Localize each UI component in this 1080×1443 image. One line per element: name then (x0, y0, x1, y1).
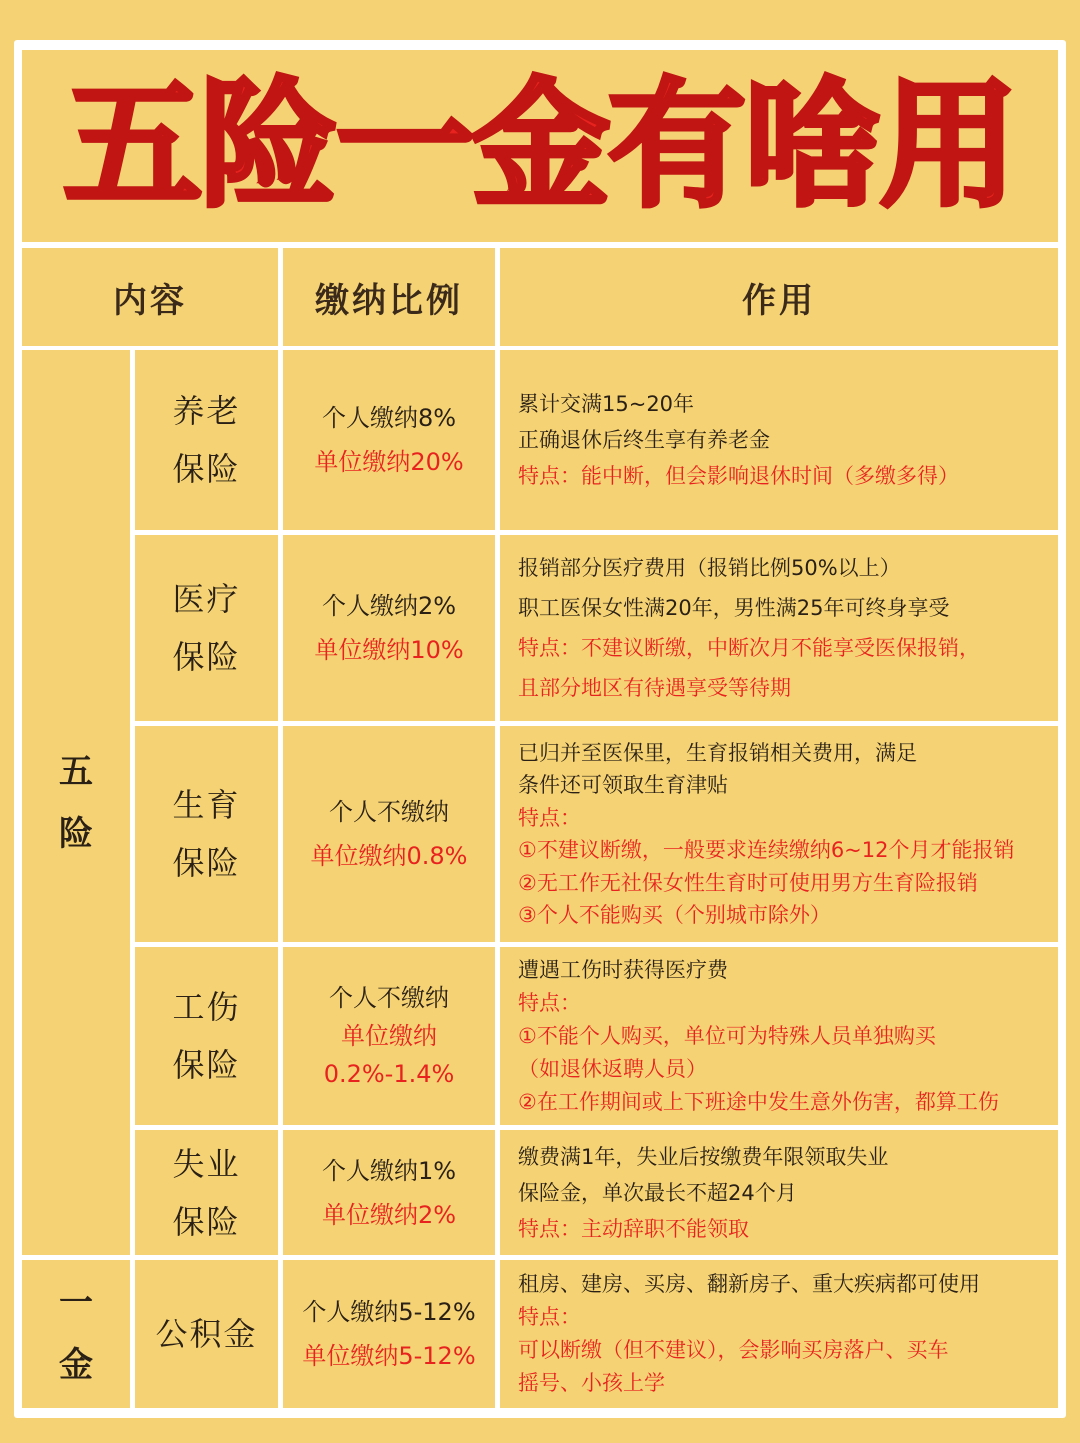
effect-line: 缴费满1年，失业后按缴费年限领取失业 (518, 1144, 889, 1169)
row-pension-ratio (283, 350, 495, 530)
effect-line-feature: ①不能个人购买，单位可为特殊人员单独购买 (518, 1023, 936, 1048)
row-injury-effect (500, 947, 1058, 1125)
effect-line: 保险金，单次最长不超24个月 (518, 1180, 797, 1205)
effect-line-feature: 特点： (518, 1305, 581, 1329)
effect-line-feature: 特点： (518, 805, 581, 830)
company-ratio: 单位缴纳 (341, 1022, 437, 1050)
header-effect (500, 248, 1058, 346)
personal-ratio: 个人不缴纳 (329, 798, 449, 826)
effect-line-feature: 特点：不建议断缴，中断次月不能享受医保报销， (518, 636, 980, 660)
effect-line-feature: ②在工作期间或上下班途中发生意外伤害，都算工伤 (518, 1089, 999, 1114)
effect-line: 正确退休后终生享有养老金 (518, 428, 770, 452)
effect-line-feature: 且部分地区有待遇享受等待期 (518, 676, 791, 700)
effect-line-feature: ①不建议断缴，一般要求连续缴纳6~12个月才能报销 (518, 838, 1015, 862)
effect-line-feature: ②无工作无社保女性生育时可使用男方生育险报销 (518, 870, 978, 895)
row-housing-fund-ratio (283, 1260, 495, 1408)
effect-line-feature: 可以断缴（但不建议），会影响买房落户、买车 (518, 1338, 949, 1362)
effect-line: 租房、建房、买房、翻新房子、重大疾病都可使用 (518, 1272, 980, 1296)
group-one-char-1: 一 (59, 1283, 93, 1323)
name-line: 保险 (172, 844, 241, 882)
page-title: 五险一金有啥用 (63, 65, 1016, 226)
personal-ratio: 个人不缴纳 (329, 984, 449, 1012)
effect-line-feature: ③个人不能购买（个别城市除外） (518, 903, 831, 927)
name-line: 生育 (172, 786, 241, 824)
header-content (22, 248, 278, 346)
effect-line-feature: 特点： (518, 990, 581, 1015)
effect-line: 已归并至医保里，生育报销相关费用，满足 (518, 740, 917, 765)
name-line: 养老 (172, 392, 241, 430)
title-banner (22, 50, 1058, 242)
company-ratio-range: 0.2%-1.4% (323, 1060, 455, 1088)
company-ratio: 单位缴纳2% (321, 1200, 457, 1229)
row-medical-effect (500, 535, 1058, 721)
personal-ratio: 个人缴纳1% (321, 1156, 457, 1185)
group-one-char-2: 金 (59, 1345, 93, 1385)
group-five-insurances (22, 350, 130, 1255)
group-five-char-1: 五 (59, 751, 93, 792)
company-ratio: 单位缴纳0.8% (310, 842, 468, 870)
header-ratio (283, 248, 495, 346)
name-line: 工伤 (172, 988, 241, 1026)
row-maternity-effect (500, 726, 1058, 942)
row-unemployment-effect (500, 1130, 1058, 1255)
company-ratio: 单位缴纳20% (314, 448, 464, 476)
personal-ratio: 个人缴纳8% (321, 404, 457, 432)
effect-line: 遭遇工伤时获得医疗费 (518, 957, 728, 982)
row-pension-name (135, 350, 278, 530)
header-content-label: 内容 (113, 280, 187, 321)
effect-line-feature: （如退休返聘人员） (518, 1056, 707, 1081)
row-injury-name (135, 947, 278, 1125)
effect-line: 报销部分医疗费用（报销比例50%以上） (518, 556, 901, 580)
name-line: 医疗 (172, 580, 241, 618)
row-medical-name (135, 535, 278, 721)
row-housing-fund-name (135, 1260, 278, 1408)
effect-line-feature: 摇号、小孩上学 (518, 1371, 665, 1395)
row-injury-ratio (283, 947, 495, 1125)
personal-ratio: 个人缴纳2% (321, 592, 457, 620)
row-housing-fund-effect (500, 1260, 1058, 1408)
name-line: 失业 (172, 1144, 241, 1183)
row-maternity-ratio (283, 726, 495, 942)
company-ratio: 单位缴纳5-12% (302, 1342, 476, 1370)
header-ratio-label: 缴纳比例 (315, 280, 463, 321)
header-effect-label: 作用 (742, 280, 816, 321)
row-maternity-name (135, 726, 278, 942)
effect-line-feature: 特点：能中断，但会影响退休时间（多缴多得） (518, 464, 959, 488)
effect-line: 累计交满15~20年 (518, 392, 695, 416)
row-pension-effect (500, 350, 1058, 530)
row-medical-ratio (283, 535, 495, 721)
personal-ratio: 个人缴纳5-12% (302, 1298, 476, 1326)
row-unemployment-ratio (283, 1130, 495, 1255)
company-ratio: 单位缴纳10% (314, 636, 464, 664)
name-line: 保险 (172, 638, 241, 676)
name-line: 保险 (172, 1202, 241, 1241)
effect-line: 职工医保女性满20年，男性满25年可终身享受 (518, 596, 950, 620)
effect-line-feature: 特点：主动辞职不能领取 (518, 1216, 749, 1241)
name-line: 保险 (172, 450, 241, 488)
name-line: 保险 (172, 1046, 241, 1084)
effect-line: 条件还可领取生育津贴 (518, 773, 728, 797)
name-line: 公积金 (155, 1315, 258, 1353)
group-one-fund (22, 1260, 130, 1408)
group-five-char-2: 险 (59, 813, 93, 854)
row-unemployment-name (135, 1130, 278, 1255)
